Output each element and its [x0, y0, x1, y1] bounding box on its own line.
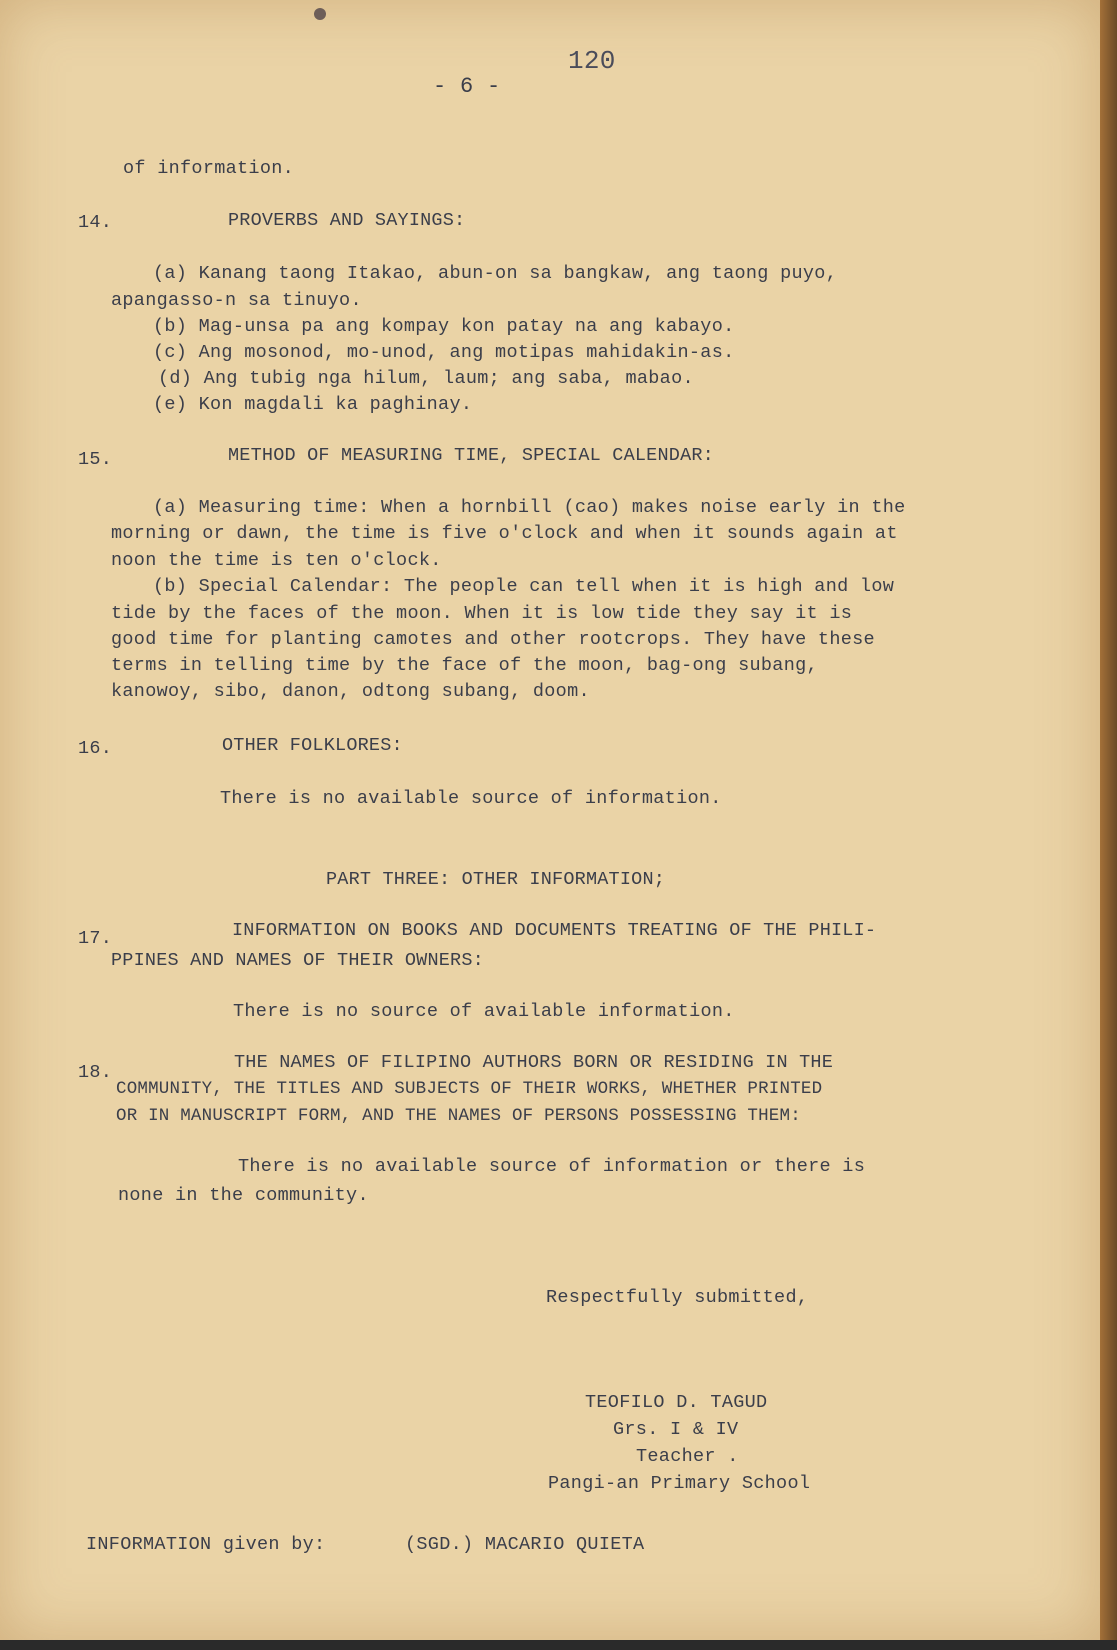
section-18-number: 18. [78, 1062, 113, 1083]
section-16-title: OTHER FOLKLORES: [222, 735, 403, 756]
section-18-body: none in the community. [118, 1185, 369, 1206]
part-three-heading: PART THREE: OTHER INFORMATION; [326, 869, 666, 890]
section-18-title: COMMUNITY, THE TITLES AND SUBJECTS OF THEIR WORKS, WHETHER PRINTED [116, 1079, 823, 1099]
proverb-line: apangasso-n sa tinuyo. [111, 290, 362, 311]
page-label: - 6 - [433, 74, 501, 99]
section-18-title: OR IN MANUSCRIPT FORM, AND THE NAMES OF PERSONS POSSESSING THEM: [116, 1106, 801, 1126]
closing-salutation: Respectfully submitted, [546, 1287, 809, 1308]
ink-spot [314, 8, 326, 20]
section-18-body: There is no available source of information or there is [238, 1156, 866, 1177]
calendar-line: good time for planting camotes and other rootcrops. They have these [111, 629, 875, 650]
signatory-grades: Grs. I & IV [613, 1419, 739, 1440]
section-18-title: THE NAMES OF FILIPINO AUTHORS BORN OR RESIDING IN THE [234, 1052, 833, 1073]
section-14-number: 14. [78, 212, 113, 233]
proverb-line: (a) Kanang taong Itakao, abun-on sa bangkaw, ang taong puyo, [153, 263, 838, 284]
section-17-title: PPINES AND NAMES OF THEIR OWNERS: [111, 950, 484, 971]
calendar-line: (a) Measuring time: When a hornbill (cao) makes noise early in the [153, 497, 906, 518]
signatory-school: Pangi-an Primary School [548, 1473, 811, 1494]
section-16-body: There is no available source of information. [220, 788, 722, 809]
calendar-line: terms in telling time by the face of the moon, bag-ong subang, [111, 655, 818, 676]
calendar-line: (b) Special Calendar: The people can tell when it is high and low [153, 576, 895, 597]
calendar-line: kanowoy, sibo, danon, odtong subang, doom. [111, 681, 590, 702]
proverb-line: (b) Mag-unsa pa ang kompay kon patay na ang kabayo. [153, 316, 735, 337]
section-15-title: METHOD OF MEASURING TIME, SPECIAL CALENDAR: [228, 445, 714, 466]
informant-name: (SGD.) MACARIO QUIETA [405, 1534, 645, 1555]
signatory-name: TEOFILO D. TAGUD [585, 1392, 768, 1413]
signatory-role: Teacher . [636, 1446, 739, 1467]
section-17-body: There is no source of available information. [233, 1001, 735, 1022]
section-15-number: 15. [78, 449, 113, 470]
section-14-title: PROVERBS AND SAYINGS: [228, 210, 466, 231]
page-number: 120 [568, 46, 616, 76]
scan-bottom-edge [0, 1640, 1117, 1650]
proverb-line: (e) Kon magdali ka paghinay. [153, 394, 473, 415]
page-edge [1100, 0, 1117, 1650]
proverb-line: (c) Ang mosonod, mo-unod, ang motipas mahidakin-as. [153, 342, 735, 363]
section-17-title: INFORMATION ON BOOKS AND DOCUMENTS TREATING OF THE PHILI- [232, 920, 877, 941]
proverb-line: (d) Ang tubig nga hilum, laum; ang saba, mabao. [158, 368, 694, 389]
calendar-line: noon the time is ten o'clock. [111, 550, 442, 571]
continuation-text: of information. [123, 158, 295, 179]
section-17-number: 17. [78, 928, 113, 949]
calendar-line: morning or dawn, the time is five o'clock and when it sounds again at [111, 523, 898, 544]
informant-label: INFORMATION given by: [86, 1534, 326, 1555]
calendar-line: tide by the faces of the moon. When it is low tide they say it is [111, 603, 853, 624]
section-16-number: 16. [78, 738, 113, 759]
